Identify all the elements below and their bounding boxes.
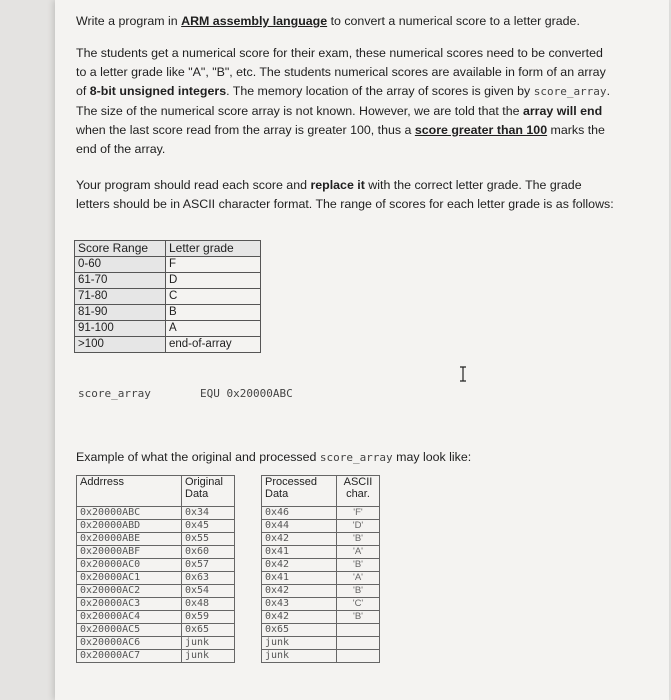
address-cell: 0x20000ABD xyxy=(77,520,182,533)
grade-table xyxy=(74,240,261,353)
original-data-cell: 0x54 xyxy=(182,585,235,598)
letter-grade-cell: B xyxy=(166,305,261,321)
address-cell: 0x20000AC4 xyxy=(77,611,182,624)
processed-data-cell: 0x41 xyxy=(262,572,337,585)
original-data-cell: 0x45 xyxy=(182,520,235,533)
address-cell: 0x20000AC5 xyxy=(77,624,182,637)
heading-pre: Write a program in xyxy=(76,14,182,28)
example-row xyxy=(262,520,380,533)
grade-table-row xyxy=(75,273,261,289)
original-data-cell: junk xyxy=(182,637,235,650)
original-header: Original Data xyxy=(182,476,235,507)
processed-data-cell: 0x44 xyxy=(262,520,337,533)
ascii-char-cell: 'C' xyxy=(337,598,380,611)
grade-table-row xyxy=(75,257,261,273)
original-data-cell: 0x48 xyxy=(182,598,235,611)
grade-header-cell: Letter grade xyxy=(166,241,261,257)
letter-grade-cell: D xyxy=(166,273,261,289)
ascii-char-cell: 'D' xyxy=(337,520,380,533)
original-data-cell: 0x60 xyxy=(182,546,235,559)
example-row xyxy=(77,598,235,611)
paragraph-intro: The students get a numerical score for their exam, these numerical scores need to be converted to a letter grade like "A", "B", etc. The students numerical scores are available in form of an array of 8-bit unsigned integers. The memory location of the array of scores is given by score_array. The size of the numerical score array is not known. However, we are told that the array will end when the last score read from the array is greater 100, thus a score greater than 100 marks the end of the array. xyxy=(76,46,611,157)
address-header: Addrress xyxy=(77,476,182,507)
example-row xyxy=(77,650,235,663)
grade-table-row xyxy=(75,321,261,337)
ascii-char-cell: 'A' xyxy=(337,572,380,585)
address-cell: 0x20000AC0 xyxy=(77,559,182,572)
letter-grade-cell: C xyxy=(166,289,261,305)
example-row xyxy=(77,559,235,572)
ascii-char-cell xyxy=(337,650,380,663)
example-original-table xyxy=(76,475,235,663)
address-cell: 0x20000ABC xyxy=(77,507,182,520)
example-row xyxy=(262,533,380,546)
original-data-cell: 0x59 xyxy=(182,611,235,624)
address-cell: 0x20000AC2 xyxy=(77,585,182,598)
example-processed-table xyxy=(261,475,380,663)
example-row xyxy=(77,624,235,637)
example-row xyxy=(77,637,235,650)
example-row xyxy=(262,585,380,598)
address-cell: 0x20000ABF xyxy=(77,546,182,559)
ascii-char-cell: 'B' xyxy=(337,533,380,546)
example-row xyxy=(262,559,380,572)
equ-label: score_array xyxy=(78,387,151,400)
address-cell: 0x20000AC7 xyxy=(77,650,182,663)
score-range-cell: 71-80 xyxy=(75,289,166,305)
text-cursor-icon xyxy=(458,366,468,382)
original-data-cell: 0x57 xyxy=(182,559,235,572)
equ-directive: EQU 0x20000ABC xyxy=(200,387,293,400)
example-row xyxy=(77,546,235,559)
original-data-cell: 0x55 xyxy=(182,533,235,546)
example-row xyxy=(77,585,235,598)
processed-data-cell: junk xyxy=(262,650,337,663)
example-row xyxy=(262,637,380,650)
letter-grade-cell: end-of-array xyxy=(166,337,261,353)
grade-table-row xyxy=(75,337,261,353)
grade-table-row xyxy=(75,289,261,305)
address-cell: 0x20000ABE xyxy=(77,533,182,546)
example-row xyxy=(262,572,380,585)
score-range-cell: 91-100 xyxy=(75,321,166,337)
example-row xyxy=(77,533,235,546)
processed-data-cell: 0x46 xyxy=(262,507,337,520)
example-caption: Example of what the original and processed score_array may look like: xyxy=(76,450,472,464)
score-range-cell: >100 xyxy=(75,337,166,353)
original-data-cell: 0x63 xyxy=(182,572,235,585)
processed-header: Processed Data xyxy=(262,476,337,507)
ascii-char-cell: 'A' xyxy=(337,546,380,559)
example-row xyxy=(262,624,380,637)
address-cell: 0x20000AC3 xyxy=(77,598,182,611)
grade-table-row xyxy=(75,305,261,321)
letter-grade-cell: F xyxy=(166,257,261,273)
address-cell: 0x20000AC6 xyxy=(77,637,182,650)
processed-data-cell: 0x65 xyxy=(262,624,337,637)
example-row xyxy=(77,520,235,533)
original-data-cell: 0x34 xyxy=(182,507,235,520)
original-data-cell: junk xyxy=(182,650,235,663)
processed-data-cell: junk xyxy=(262,637,337,650)
example-row xyxy=(77,572,235,585)
heading xyxy=(76,12,616,31)
example-row xyxy=(77,611,235,624)
ascii-char-cell: 'B' xyxy=(337,611,380,624)
ascii-char-cell: 'B' xyxy=(337,585,380,598)
address-cell: 0x20000AC1 xyxy=(77,572,182,585)
grade-table-header xyxy=(75,241,261,257)
score-range-cell: 61-70 xyxy=(75,273,166,289)
letter-grade-cell: A xyxy=(166,321,261,337)
example-row xyxy=(262,598,380,611)
processed-data-cell: 0x41 xyxy=(262,546,337,559)
processed-data-cell: 0x42 xyxy=(262,533,337,546)
equ-line xyxy=(78,387,293,400)
example-row xyxy=(262,611,380,624)
ascii-char-cell xyxy=(337,637,380,650)
example-row xyxy=(262,507,380,520)
example-header xyxy=(77,476,235,507)
processed-data-cell: 0x42 xyxy=(262,559,337,572)
heading-bold: ARM assembly language xyxy=(181,14,328,28)
example-row xyxy=(262,650,380,663)
example-row xyxy=(77,507,235,520)
example-row xyxy=(262,546,380,559)
processed-data-cell: 0x42 xyxy=(262,611,337,624)
heading-post: to convert a numerical score to a letter grade. xyxy=(327,14,580,28)
processed-data-cell: 0x43 xyxy=(262,598,337,611)
score-range-cell: 0-60 xyxy=(75,257,166,273)
example-header xyxy=(262,476,380,507)
paragraph-instructions: Your program should read each score and replace it with the correct letter grade. The grade letters should be in ASCII character format. The range of scores for each letter grade is as follows: xyxy=(76,178,614,211)
original-data-cell: 0x65 xyxy=(182,624,235,637)
score-range-cell: 81-90 xyxy=(75,305,166,321)
ascii-header: ASCII char. xyxy=(337,476,380,507)
ascii-char-cell xyxy=(337,624,380,637)
ascii-char-cell: 'F' xyxy=(337,507,380,520)
grade-header-cell: Score Range xyxy=(75,241,166,257)
ascii-char-cell: 'B' xyxy=(337,559,380,572)
processed-data-cell: 0x42 xyxy=(262,585,337,598)
